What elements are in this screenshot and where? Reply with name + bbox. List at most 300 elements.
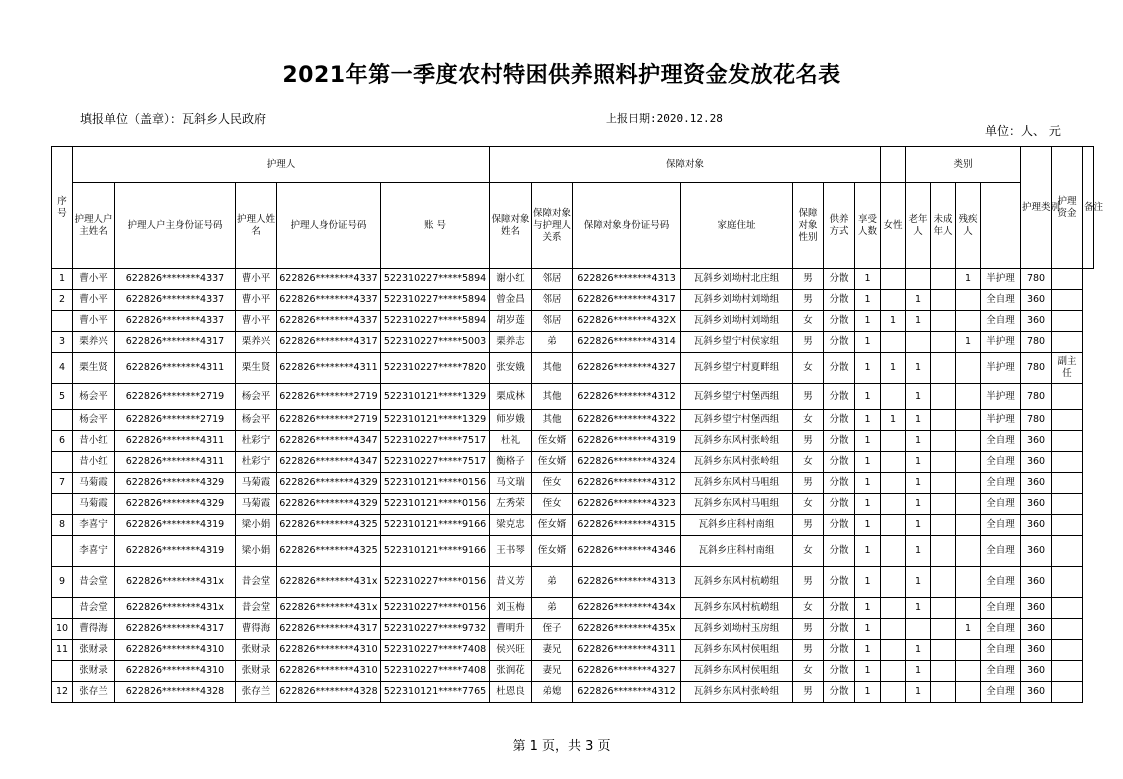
care-fund: 360 [1021,640,1052,661]
account-number: 522310227*****0156 [381,567,490,598]
caregiver-name: 马菊霞 [236,494,277,515]
supply-mode: 分散 [824,682,855,703]
disabled-flag [956,567,981,598]
caregiver-id: 622826********4337 [277,290,381,311]
fill-unit: 填报单位（盖章）：瓦斜乡人民政府 [80,112,267,126]
minor-flag [931,682,956,703]
header-remark: 备注 [1083,147,1094,269]
relation: 邻居 [532,290,573,311]
care-fund: 360 [1021,290,1052,311]
protected-id: 622826********4312 [573,473,681,494]
header-seq: 序号 [52,147,73,269]
caregiver-household-id: 622826********2719 [115,384,236,410]
care-type: 半护理 [981,269,1021,290]
caregiver-household-id: 622826********4311 [115,353,236,384]
caregiver-id: 622826********4328 [277,682,381,703]
elderly-flag: 1 [906,353,931,384]
supply-mode: 分散 [824,567,855,598]
row-seq: 8 [52,515,73,536]
gender: 男 [793,269,824,290]
disabled-flag [956,410,981,431]
gender: 男 [793,682,824,703]
remark [1052,332,1083,353]
table-row [52,640,1094,661]
gender: 女 [793,410,824,431]
gender: 男 [793,640,824,661]
care-fund: 360 [1021,598,1052,619]
account-number: 522310121*****0156 [381,473,490,494]
home-address: 瓦斜乡东风村马咀组 [681,473,793,494]
supply-mode: 分散 [824,269,855,290]
disabled-flag [956,494,981,515]
care-fund: 360 [1021,536,1052,567]
remark [1052,515,1083,536]
caregiver-household-name: 栗生贤 [73,353,115,384]
account-number: 522310121*****1329 [381,410,490,431]
elderly-flag: 1 [906,384,931,410]
person-count: 1 [855,515,881,536]
minor-flag [931,269,956,290]
care-fund: 780 [1021,384,1052,410]
person-count: 1 [855,353,881,384]
care-type: 全自理 [981,452,1021,473]
row-seq [52,410,73,431]
person-count: 1 [855,640,881,661]
disabled-flag [956,598,981,619]
account-number: 522310227*****5894 [381,311,490,332]
person-count: 1 [855,682,881,703]
person-count: 1 [855,619,881,640]
caregiver-household-id: 622826********4329 [115,473,236,494]
care-type: 全自理 [981,494,1021,515]
care-type: 全自理 [981,661,1021,682]
female-flag: 1 [881,311,906,332]
care-type: 全自理 [981,567,1021,598]
row-seq: 4 [52,353,73,384]
caregiver-name: 杜彩宁 [236,452,277,473]
table-row [52,311,1094,332]
header-minor: 未成年人 [931,183,956,269]
care-type: 全自理 [981,682,1021,703]
female-flag [881,515,906,536]
protected-name: 刘玉梅 [490,598,532,619]
protected-id: 622826********4327 [573,353,681,384]
protected-id: 622826********4317 [573,290,681,311]
protected-name: 衡格子 [490,452,532,473]
account-number: 522310227*****5003 [381,332,490,353]
header-address: 家庭住址 [681,183,793,269]
account-number: 522310121*****1329 [381,384,490,410]
caregiver-household-name: 张存兰 [73,682,115,703]
remark [1052,619,1083,640]
female-flag [881,567,906,598]
minor-flag [931,536,956,567]
table-row [52,353,1094,384]
person-count: 1 [855,567,881,598]
caregiver-name: 昔会堂 [236,598,277,619]
disabled-flag [956,353,981,384]
account-number: 522310227*****7820 [381,353,490,384]
caregiver-household-name: 李喜宁 [73,536,115,567]
home-address: 瓦斜乡东风村杭崂组 [681,567,793,598]
relation: 其他 [532,384,573,410]
care-type: 全自理 [981,640,1021,661]
relation: 侄女婿 [532,536,573,567]
header-caregiver-household-name: 护理人户主姓名 [73,183,115,269]
caregiver-household-id: 622826********4317 [115,332,236,353]
protected-name: 张安娥 [490,353,532,384]
caregiver-id: 622826********4347 [277,452,381,473]
account-number: 522310227*****7408 [381,640,490,661]
protected-id: 622826********4314 [573,332,681,353]
caregiver-name: 杜彩宁 [236,431,277,452]
care-fund: 360 [1021,515,1052,536]
relation: 侄子 [532,619,573,640]
protected-name: 梁克忠 [490,515,532,536]
protected-name: 张润花 [490,661,532,682]
caregiver-id: 622826********4329 [277,494,381,515]
caregiver-id: 622826********4337 [277,311,381,332]
disabled-flag [956,536,981,567]
header-count-top [881,147,906,183]
page-footer: 第 1 页，共 3 页 [512,739,611,754]
elderly-flag [906,269,931,290]
row-seq [52,452,73,473]
table-row [52,473,1094,494]
disabled-flag: 1 [956,332,981,353]
supply-mode: 分散 [824,353,855,384]
protected-id: 622826********4313 [573,269,681,290]
care-fund: 360 [1021,473,1052,494]
remark [1052,494,1083,515]
remark [1052,431,1083,452]
caregiver-id: 622826********2719 [277,384,381,410]
header-supply-mode: 供养方式 [824,183,855,269]
protected-id: 622826********435x [573,619,681,640]
female-flag: 1 [881,410,906,431]
elderly-flag: 1 [906,311,931,332]
care-fund: 360 [1021,311,1052,332]
relation: 妻兄 [532,640,573,661]
relation: 弟 [532,598,573,619]
caregiver-name: 梁小娟 [236,515,277,536]
supply-mode: 分散 [824,515,855,536]
minor-flag [931,410,956,431]
header-female: 女性 [881,183,906,269]
home-address: 瓦斜乡庄科村南组 [681,515,793,536]
remark [1052,682,1083,703]
female-flag [881,452,906,473]
female-flag [881,536,906,567]
protected-name: 左秀荣 [490,494,532,515]
gender: 男 [793,290,824,311]
supply-mode: 分散 [824,452,855,473]
gender: 女 [793,598,824,619]
elderly-flag: 1 [906,494,931,515]
table-row [52,452,1094,473]
caregiver-id: 622826********4325 [277,515,381,536]
protected-id: 622826********4324 [573,452,681,473]
supply-mode: 分散 [824,311,855,332]
header-caregiver-household-id: 护理人户主身份证号码 [115,183,236,269]
protected-name: 曾金昌 [490,290,532,311]
roster-table [51,146,1104,703]
caregiver-household-name: 栗养兴 [73,332,115,353]
remark [1052,473,1083,494]
care-fund: 360 [1021,619,1052,640]
elderly-flag: 1 [906,536,931,567]
row-seq: 1 [52,269,73,290]
disabled-flag [956,311,981,332]
caregiver-id: 622826********4317 [277,332,381,353]
caregiver-household-name: 李喜宁 [73,515,115,536]
remark [1052,640,1083,661]
table-row [52,682,1094,703]
minor-flag [931,311,956,332]
care-fund: 360 [1021,452,1052,473]
account-number: 522310227*****5894 [381,290,490,311]
disabled-flag [956,515,981,536]
table-row [52,598,1094,619]
supply-mode: 分散 [824,431,855,452]
home-address: 瓦斜乡东风村张岭组 [681,431,793,452]
header-protected-id: 保障对象身份证号码 [573,183,681,269]
caregiver-name: 昔会堂 [236,567,277,598]
caregiver-household-id: 622826********4329 [115,494,236,515]
caregiver-household-name: 昔小红 [73,431,115,452]
protected-id: 622826********4322 [573,410,681,431]
caregiver-household-id: 622826********4317 [115,619,236,640]
row-seq: 7 [52,473,73,494]
minor-flag [931,494,956,515]
elderly-flag: 1 [906,452,931,473]
home-address: 瓦斜乡庄科村南组 [681,536,793,567]
caregiver-household-name: 杨会平 [73,384,115,410]
minor-flag [931,384,956,410]
caregiver-household-id: 622826********4337 [115,269,236,290]
elderly-flag: 1 [906,661,931,682]
protected-name: 王书琴 [490,536,532,567]
protected-id: 622826********4323 [573,494,681,515]
caregiver-household-id: 622826********431x [115,598,236,619]
caregiver-name: 曹小平 [236,290,277,311]
caregiver-id: 622826********431x [277,567,381,598]
minor-flag [931,567,956,598]
caregiver-household-name: 马菊霞 [73,494,115,515]
person-count: 1 [855,452,881,473]
gender: 男 [793,332,824,353]
protected-name: 侯兴旺 [490,640,532,661]
header-care-fund: 护理资金 [1052,147,1083,269]
caregiver-household-name: 张财录 [73,640,115,661]
table-row [52,332,1094,353]
home-address: 瓦斜乡东风村张岭组 [681,452,793,473]
gender: 男 [793,567,824,598]
protected-id: 622826********4312 [573,384,681,410]
elderly-flag: 1 [906,431,931,452]
caregiver-household-name: 昔小红 [73,452,115,473]
relation: 妻兄 [532,661,573,682]
female-flag [881,473,906,494]
relation: 邻居 [532,269,573,290]
elderly-flag [906,332,931,353]
remark [1052,290,1083,311]
care-fund: 360 [1021,661,1052,682]
disabled-flag [956,452,981,473]
account-number: 522310227*****5894 [381,269,490,290]
protected-name: 昔义芳 [490,567,532,598]
person-count: 1 [855,290,881,311]
minor-flag [931,598,956,619]
female-flag [881,640,906,661]
header-caregiver-id: 护理人身份证号码 [277,183,381,269]
care-fund: 360 [1021,682,1052,703]
gender: 女 [793,536,824,567]
gender: 女 [793,452,824,473]
caregiver-name: 杨会平 [236,410,277,431]
remark: 副主任 [1052,353,1083,384]
home-address: 瓦斜乡望宁村夏畔组 [681,353,793,384]
header-protected-name: 保障对象姓名 [490,183,532,269]
person-count: 1 [855,384,881,410]
protected-id: 622826********4327 [573,661,681,682]
care-type: 半护理 [981,410,1021,431]
home-address: 瓦斜乡望宁村堡西组 [681,410,793,431]
caregiver-household-id: 622826********4311 [115,452,236,473]
caregiver-household-id: 622826********4311 [115,431,236,452]
caregiver-household-id: 622826********4319 [115,515,236,536]
caregiver-household-id: 622826********4328 [115,682,236,703]
caregiver-name: 张存兰 [236,682,277,703]
caregiver-name: 张财录 [236,640,277,661]
person-count: 1 [855,473,881,494]
row-seq [52,661,73,682]
care-type: 半护理 [981,384,1021,410]
relation: 其他 [532,353,573,384]
caregiver-household-id: 622826********2719 [115,410,236,431]
row-seq: 3 [52,332,73,353]
caregiver-household-name: 昔会堂 [73,567,115,598]
home-address: 瓦斜乡东风村马咀组 [681,494,793,515]
protected-name: 栗养志 [490,332,532,353]
elderly-flag: 1 [906,290,931,311]
home-address: 瓦斜乡刘坳村刘坳组 [681,290,793,311]
row-seq [52,311,73,332]
disabled-flag [956,384,981,410]
table-row [52,619,1094,640]
female-flag [881,431,906,452]
row-seq: 11 [52,640,73,661]
caregiver-id: 622826********4325 [277,536,381,567]
disabled-flag [956,473,981,494]
person-count: 1 [855,494,881,515]
caregiver-household-id: 622826********431x [115,567,236,598]
minor-flag [931,515,956,536]
row-seq: 5 [52,384,73,410]
table-row [52,384,1094,410]
header-caregiver-name: 护理人姓名 [236,183,277,269]
account-number: 522310121*****9166 [381,536,490,567]
protected-id: 622826********432X [573,311,681,332]
remark [1052,384,1083,410]
minor-flag [931,332,956,353]
remark [1052,410,1083,431]
home-address: 瓦斜乡望宁村侯家组 [681,332,793,353]
supply-mode: 分散 [824,619,855,640]
table-row [52,567,1094,598]
person-count: 1 [855,536,881,567]
caregiver-household-id: 622826********4337 [115,290,236,311]
relation: 侄女婿 [532,515,573,536]
header-count: 享受人数 [855,183,881,269]
row-seq [52,494,73,515]
home-address: 瓦斜乡刘坳村玉房组 [681,619,793,640]
row-seq [52,598,73,619]
caregiver-household-name: 马菊霞 [73,473,115,494]
protected-id: 622826********4313 [573,567,681,598]
home-address: 瓦斜乡刘坳村北庄组 [681,269,793,290]
home-address: 瓦斜乡望宁村堡西组 [681,384,793,410]
protected-name: 栗成林 [490,384,532,410]
disabled-flag [956,290,981,311]
care-fund: 780 [1021,332,1052,353]
supply-mode: 分散 [824,473,855,494]
disabled-flag [956,682,981,703]
gender: 男 [793,431,824,452]
report-date: 上报日期:2020.12.28 [606,112,723,125]
minor-flag [931,619,956,640]
gender: 男 [793,384,824,410]
female-flag [881,619,906,640]
caregiver-name: 栗生贤 [236,353,277,384]
row-seq: 12 [52,682,73,703]
remark [1052,598,1083,619]
remark [1052,536,1083,567]
row-seq: 10 [52,619,73,640]
person-count: 1 [855,431,881,452]
elderly-flag [906,619,931,640]
relation: 侄女 [532,473,573,494]
unit-label: 单位：人、 元 [985,124,1061,138]
person-count: 1 [855,332,881,353]
header-elderly: 老年人 [906,183,931,269]
caregiver-id: 622826********4317 [277,619,381,640]
account-number: 522310121*****0156 [381,494,490,515]
female-flag [881,494,906,515]
account-number: 522310227*****9732 [381,619,490,640]
disabled-flag: 1 [956,269,981,290]
table-row [52,494,1094,515]
person-count: 1 [855,598,881,619]
gender: 男 [793,619,824,640]
care-type: 半护理 [981,332,1021,353]
account-number: 522310227*****7517 [381,452,490,473]
supply-mode: 分散 [824,661,855,682]
table-row [52,661,1094,682]
protected-name: 师岁娥 [490,410,532,431]
protected-name: 谢小红 [490,269,532,290]
caregiver-id: 622826********4310 [277,640,381,661]
protected-id: 622826********4315 [573,515,681,536]
supply-mode: 分散 [824,290,855,311]
relation: 侄女婿 [532,431,573,452]
caregiver-household-name: 曹得海 [73,619,115,640]
care-type: 半护理 [981,353,1021,384]
account-number: 522310227*****7408 [381,661,490,682]
header-relation: 保障对象与护理人关系 [532,183,573,269]
remark [1052,661,1083,682]
care-fund: 780 [1021,410,1052,431]
